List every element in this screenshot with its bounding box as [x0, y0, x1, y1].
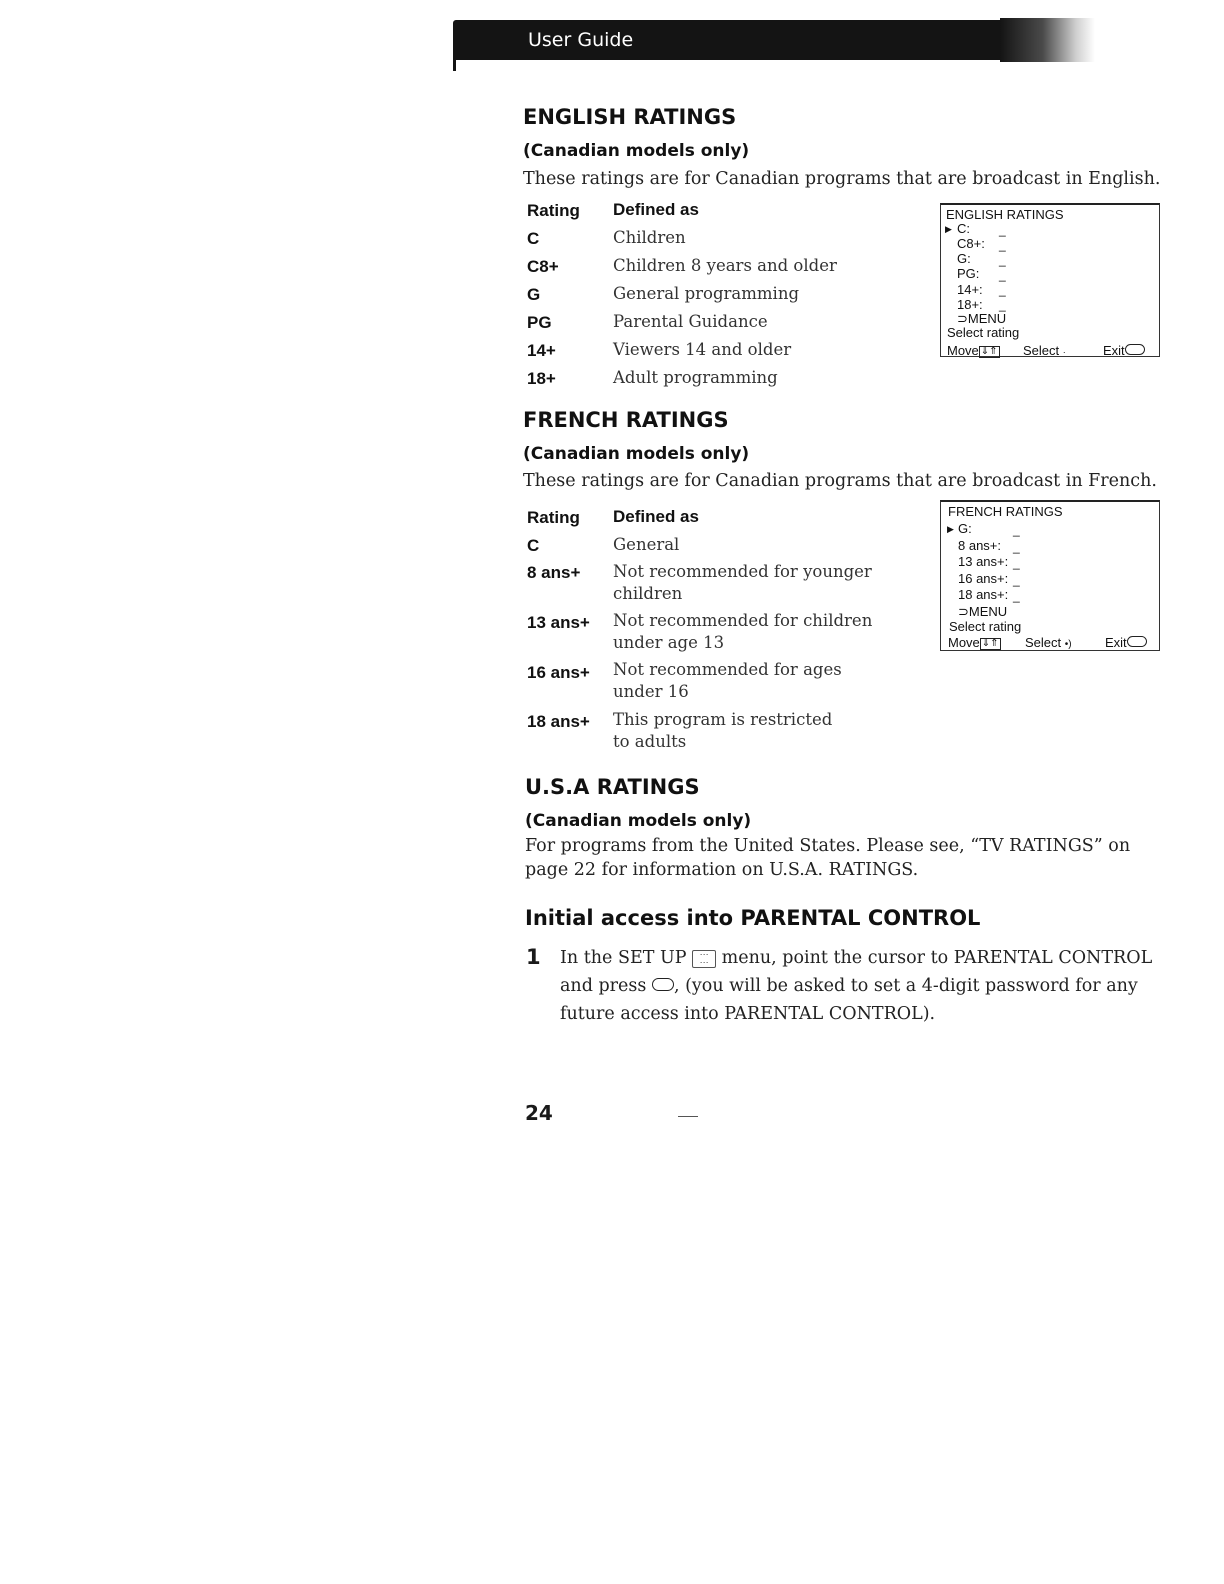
english-osd-screen [940, 203, 1160, 357]
french-defined-16: Not recommended for ages under 16 [613, 660, 842, 701]
english-osd-value: _ [999, 223, 1006, 237]
french-heading: FRENCH RATINGS [523, 408, 729, 432]
english-osd-item: G: [957, 251, 971, 266]
english-defined-14: Viewers 14 and older [613, 340, 792, 359]
french-rating-8: 8 ans+ [527, 563, 581, 582]
initial-heading: Initial access into PARENTAL CONTROL [525, 906, 981, 930]
french-rating-18: 18 ans+ [527, 712, 590, 731]
english-osd-item: C: [957, 221, 970, 236]
french-osd-hint: Select rating [949, 619, 1022, 634]
english-osd-exit: Exit [1103, 343, 1125, 358]
french-osd-item: G: [958, 521, 972, 536]
french-defined-8: Not recommended for younger children [613, 562, 872, 603]
french-osd-select: Select [1025, 635, 1062, 650]
french-intro: These ratings are for Canadian programs that are broadcast in French. [523, 471, 1157, 491]
english-defined-c: Children [613, 228, 686, 247]
english-osd-value: _ [999, 238, 1006, 252]
french-osd-screen [940, 500, 1160, 651]
english-osd-item: PG: [957, 266, 980, 281]
english-rating-g: G [527, 285, 541, 304]
french-rating-16: 16 ans+ [527, 663, 590, 682]
english-defined-g: General programming [613, 284, 800, 303]
english-rating-c8: C8+ [527, 257, 559, 276]
setup-menu-icon: ⋯ ⋯ [692, 950, 716, 968]
english-rating-18: 18+ [527, 369, 556, 388]
french-col-defined: Defined as [613, 507, 699, 526]
english-heading: ENGLISH RATINGS [523, 105, 737, 129]
french-osd-item: 8 ans+: [958, 538, 1002, 553]
french-osd-exit: Exit [1105, 635, 1127, 650]
french-osd-move: Move [948, 635, 980, 650]
english-osd-item: 14+: [957, 282, 983, 297]
english-osd-hint: Select rating [947, 325, 1020, 340]
select-button-icon: · [1062, 347, 1066, 357]
step-text [560, 944, 1160, 1028]
menu-button-icon [1127, 636, 1147, 647]
header-bar-fade [1000, 18, 1095, 62]
english-col-defined: Defined as [613, 200, 699, 219]
select-button-icon: •) [1064, 639, 1072, 650]
french-osd-value: _ [1013, 589, 1020, 603]
english-defined-c8: Children 8 years and older [613, 256, 837, 275]
english-rating-14: 14+ [527, 341, 556, 360]
french-col-rating: Rating [527, 508, 580, 527]
english-osd-value: _ [999, 298, 1006, 312]
step-text-a: In the SET UP [560, 948, 687, 968]
french-osd-value: _ [1013, 556, 1020, 570]
french-rating-c: C [527, 536, 540, 555]
english-defined-pg: Parental Guidance [613, 312, 768, 331]
step-number: 1 [526, 945, 541, 969]
french-osd-value: _ [1013, 540, 1020, 554]
english-osd-item: C8+: [957, 236, 985, 251]
english-osd-move: Move [947, 343, 979, 358]
english-intro: These ratings are for Canadian programs that are broadcast in English. [523, 169, 1161, 189]
english-osd-title: ENGLISH RATINGS [946, 207, 1064, 222]
english-rating-pg: PG [527, 313, 552, 332]
up-down-arrows-icon: ⇓⇑ [981, 638, 999, 649]
english-defined-18: Adult programming [613, 368, 778, 387]
usa-heading: U.S.A RATINGS [525, 775, 700, 799]
french-osd-item: 13 ans+: [958, 554, 1009, 569]
french-defined-c: General [613, 535, 680, 554]
triangle-right-icon: ▶ [945, 224, 952, 234]
english-osd-menu: ⊃MENU [957, 311, 1007, 326]
step-text-b: menu, point the cursor to PARENTAL CONTROL and press [560, 948, 1153, 996]
header-bar-tick [453, 55, 456, 71]
french-defined-18: This program is restricted to adults [613, 710, 833, 751]
english-subheading: (Canadian models only) [523, 141, 750, 161]
english-osd-value: _ [999, 283, 1006, 297]
usa-subheading: (Canadian models only) [525, 811, 752, 831]
triangle-right-icon: ▶ [947, 524, 954, 534]
english-osd-value: _ [999, 253, 1006, 267]
french-osd-menu: ⊃MENU [958, 604, 1008, 619]
step-text-c: , (you will be asked to set a 4-digit password for any future access into PARENTAL CONTROL). [560, 976, 1138, 1024]
french-osd-title: FRENCH RATINGS [948, 504, 1063, 519]
page-number: 24 [525, 1101, 553, 1125]
french-defined-13: Not recommended for children under age 13 [613, 611, 873, 652]
french-subheading: (Canadian models only) [523, 444, 750, 464]
french-rating-13: 13 ans+ [527, 613, 590, 632]
header-title: User Guide [528, 29, 634, 51]
english-col-rating: Rating [527, 201, 580, 220]
english-osd-select: Select [1023, 343, 1060, 358]
english-osd-value: _ [999, 268, 1006, 282]
french-osd-value: _ [1013, 523, 1020, 537]
french-osd-item: 18 ans+: [958, 587, 1009, 602]
footer-mark [678, 1116, 698, 1117]
english-osd-item: 18+: [957, 297, 983, 312]
french-osd-value: _ [1013, 573, 1020, 587]
up-down-arrows-icon: ⇓⇑ [980, 346, 998, 357]
english-rating-c: C [527, 229, 540, 248]
menu-button-icon [1125, 344, 1145, 355]
usa-body: For programs from the United States. Please see, “TV RATINGS” on page 22 for information on U.S.A. RATINGS. [525, 836, 1131, 880]
french-osd-item: 16 ans+: [958, 571, 1009, 586]
enter-button-icon [652, 978, 674, 991]
